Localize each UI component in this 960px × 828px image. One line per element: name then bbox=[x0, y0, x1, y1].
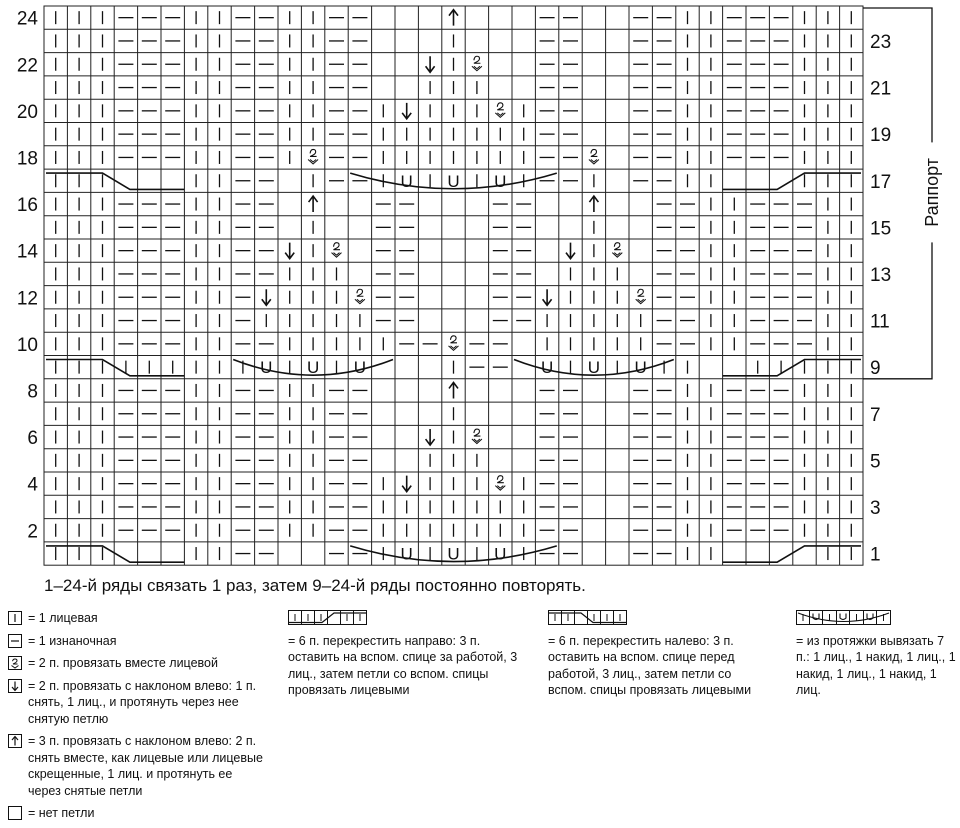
k2tog-decrease-mark bbox=[472, 66, 482, 71]
k2tog-decrease-mark bbox=[636, 299, 646, 304]
k2tog-decrease-mark bbox=[449, 346, 459, 351]
yarn-over-stitch: U bbox=[447, 544, 460, 564]
cable-left-crossing bbox=[723, 173, 861, 189]
legend-knit-text: = 1 лицевая bbox=[28, 611, 98, 625]
ssk-decrease bbox=[426, 429, 435, 445]
purl-symbol-icon bbox=[8, 634, 22, 648]
yarn-over-stitch: U bbox=[260, 358, 273, 378]
k2tog-decrease-mark bbox=[332, 253, 342, 258]
yarn-over-stitch: U bbox=[400, 171, 413, 191]
cable-left-crossing bbox=[723, 546, 861, 562]
legend-k2tog-text: = 2 п. провязать вместе лицевой bbox=[28, 656, 218, 670]
legend-increase-text: = из протяжки вывязать 7 п.: 1 лиц., 1 накид, 1 лиц., 1 накид, 1 лиц., 1 накид, 1 лиц. bbox=[796, 633, 956, 697]
k2tog-decrease bbox=[451, 336, 458, 343]
k2tog-decrease bbox=[497, 103, 504, 110]
k2tog-decrease-mark bbox=[355, 299, 365, 304]
s2kp-decrease bbox=[449, 382, 458, 398]
row-number-right: 19 bbox=[870, 125, 892, 147]
ssk-decrease bbox=[285, 243, 294, 259]
legend-purl bbox=[8, 633, 263, 650]
row-number-left: 16 bbox=[16, 195, 38, 217]
no-stitch-symbol-icon bbox=[8, 806, 22, 820]
cable-left-symbol-icon bbox=[548, 610, 773, 631]
k2tog-decrease bbox=[474, 56, 481, 63]
chart-symbols bbox=[56, 10, 852, 564]
row-number-right: 21 bbox=[870, 78, 892, 100]
cable-left-crossing bbox=[723, 360, 861, 376]
legend-cable-left-text: = 6 п. перекрестить налево: 3 п. оставить на вспом. спице перед работой, 3 лиц., затем петли со вспом. спицы провязать лицевыми bbox=[548, 633, 752, 697]
s2kp-decrease bbox=[309, 196, 318, 212]
row-number-right: 1 bbox=[870, 544, 881, 566]
k2tog-decrease-mark bbox=[495, 113, 505, 118]
row-number-right: 13 bbox=[870, 264, 892, 286]
k2tog-decrease bbox=[310, 149, 317, 156]
yarn-over-stitch: U bbox=[400, 544, 413, 564]
ssk-decrease bbox=[426, 56, 435, 72]
k2tog-decrease bbox=[334, 243, 341, 250]
row-number-right: 5 bbox=[870, 451, 881, 473]
row-number-left: 14 bbox=[16, 241, 38, 263]
row-number-left: 20 bbox=[16, 101, 38, 123]
s2kp-decrease bbox=[449, 10, 458, 26]
s2kp-symbol-icon bbox=[8, 734, 22, 748]
row-number-right: 11 bbox=[870, 311, 890, 333]
row-number-left: 2 bbox=[27, 521, 38, 543]
k2tog-decrease-mark bbox=[472, 439, 482, 444]
row-number-right: 9 bbox=[870, 358, 881, 380]
k2tog-decrease-mark bbox=[589, 159, 599, 164]
k2tog-decrease bbox=[357, 289, 364, 296]
yarn-over-stitch: U bbox=[306, 358, 320, 378]
ssk-symbol-icon bbox=[8, 679, 22, 693]
row-number-left: 10 bbox=[16, 334, 38, 356]
yarn-over-stitch: U bbox=[540, 358, 554, 378]
k2tog-decrease bbox=[497, 476, 504, 483]
legend-s2kp-text: = 3 п. провязать с наклоном влево: 2 п. снять вместе, как лицевые или лицевые скрещенные, 1 лиц. и протянуть ее через снятые петли bbox=[28, 734, 263, 798]
row-number-left: 6 bbox=[27, 428, 38, 450]
legend-purl-text: = 1 изнаночная bbox=[28, 633, 117, 648]
k2tog-decrease bbox=[591, 149, 598, 156]
cable-right-crossing bbox=[46, 360, 184, 376]
legend-ssk-text: = 2 п. провязать с наклоном влево: 1 п. снять, 1 лиц., и протянуть через нее снятую петлю bbox=[28, 678, 257, 726]
increase-symbol-icon bbox=[796, 610, 956, 631]
yarn-over-stitch: U bbox=[447, 171, 460, 191]
cable-right-crossing bbox=[46, 173, 184, 189]
legend-ssk bbox=[8, 678, 263, 728]
k2tog-decrease-mark bbox=[612, 253, 622, 258]
yarn-over-stitch: U bbox=[587, 358, 601, 378]
row-number-left: 18 bbox=[16, 148, 38, 170]
k2tog-decrease-mark bbox=[495, 486, 505, 491]
legend-cable-left bbox=[548, 610, 773, 699]
row-number-right: 15 bbox=[870, 218, 892, 240]
row-number-right: 3 bbox=[870, 497, 881, 519]
cable-right-symbol-icon bbox=[288, 610, 518, 631]
s2kp-decrease bbox=[589, 196, 598, 212]
row-number-left: 24 bbox=[16, 8, 38, 30]
ssk-decrease bbox=[566, 243, 575, 259]
yarn-over-stitch: U bbox=[353, 358, 367, 378]
row-number-right: 23 bbox=[870, 31, 892, 53]
yarn-over-stitch: U bbox=[494, 171, 507, 191]
legend-s2kp bbox=[8, 733, 263, 799]
row-number-left: 8 bbox=[27, 381, 38, 403]
legend-no-stitch bbox=[8, 805, 263, 822]
legend-increase bbox=[796, 610, 956, 699]
legend-cable-right-text: = 6 п. перекрестить направо: 3 п. оставить на вспом. спице за работой, 3 лиц., затем петли со вспом. спицы провязать лицевыми bbox=[288, 633, 518, 697]
chart-instruction: 1–24-й ряды связать 1 раз, затем 9–24-й ряды постоянно повторять. bbox=[44, 576, 586, 595]
yarn-over-stitch: U bbox=[494, 544, 507, 564]
ssk-decrease bbox=[402, 103, 411, 119]
legend-knit bbox=[8, 610, 263, 627]
legend-basic bbox=[8, 610, 263, 828]
cable-right-crossing bbox=[46, 546, 184, 562]
ssk-decrease bbox=[543, 289, 552, 305]
ssk-decrease bbox=[262, 289, 271, 305]
knit-symbol-icon bbox=[8, 611, 22, 625]
legend-k2tog bbox=[8, 655, 263, 672]
row-number-right: 7 bbox=[870, 404, 881, 426]
row-number-left: 22 bbox=[16, 55, 38, 77]
k2tog-decrease-mark bbox=[308, 159, 318, 164]
k2tog-decrease bbox=[638, 289, 645, 296]
k2tog-symbol-icon bbox=[8, 656, 22, 670]
rapport-label: Раппорт bbox=[922, 158, 942, 227]
row-number-left: 4 bbox=[27, 474, 38, 496]
legend-no-stitch-text: = нет петли bbox=[28, 806, 95, 820]
k2tog-decrease bbox=[614, 243, 621, 250]
legend-cable-right bbox=[288, 610, 518, 699]
k2tog-decrease bbox=[474, 429, 481, 436]
yarn-over-stitch: U bbox=[634, 358, 647, 378]
row-number-left: 12 bbox=[16, 288, 38, 310]
row-number-right: 17 bbox=[870, 171, 892, 193]
ssk-decrease bbox=[402, 476, 411, 492]
